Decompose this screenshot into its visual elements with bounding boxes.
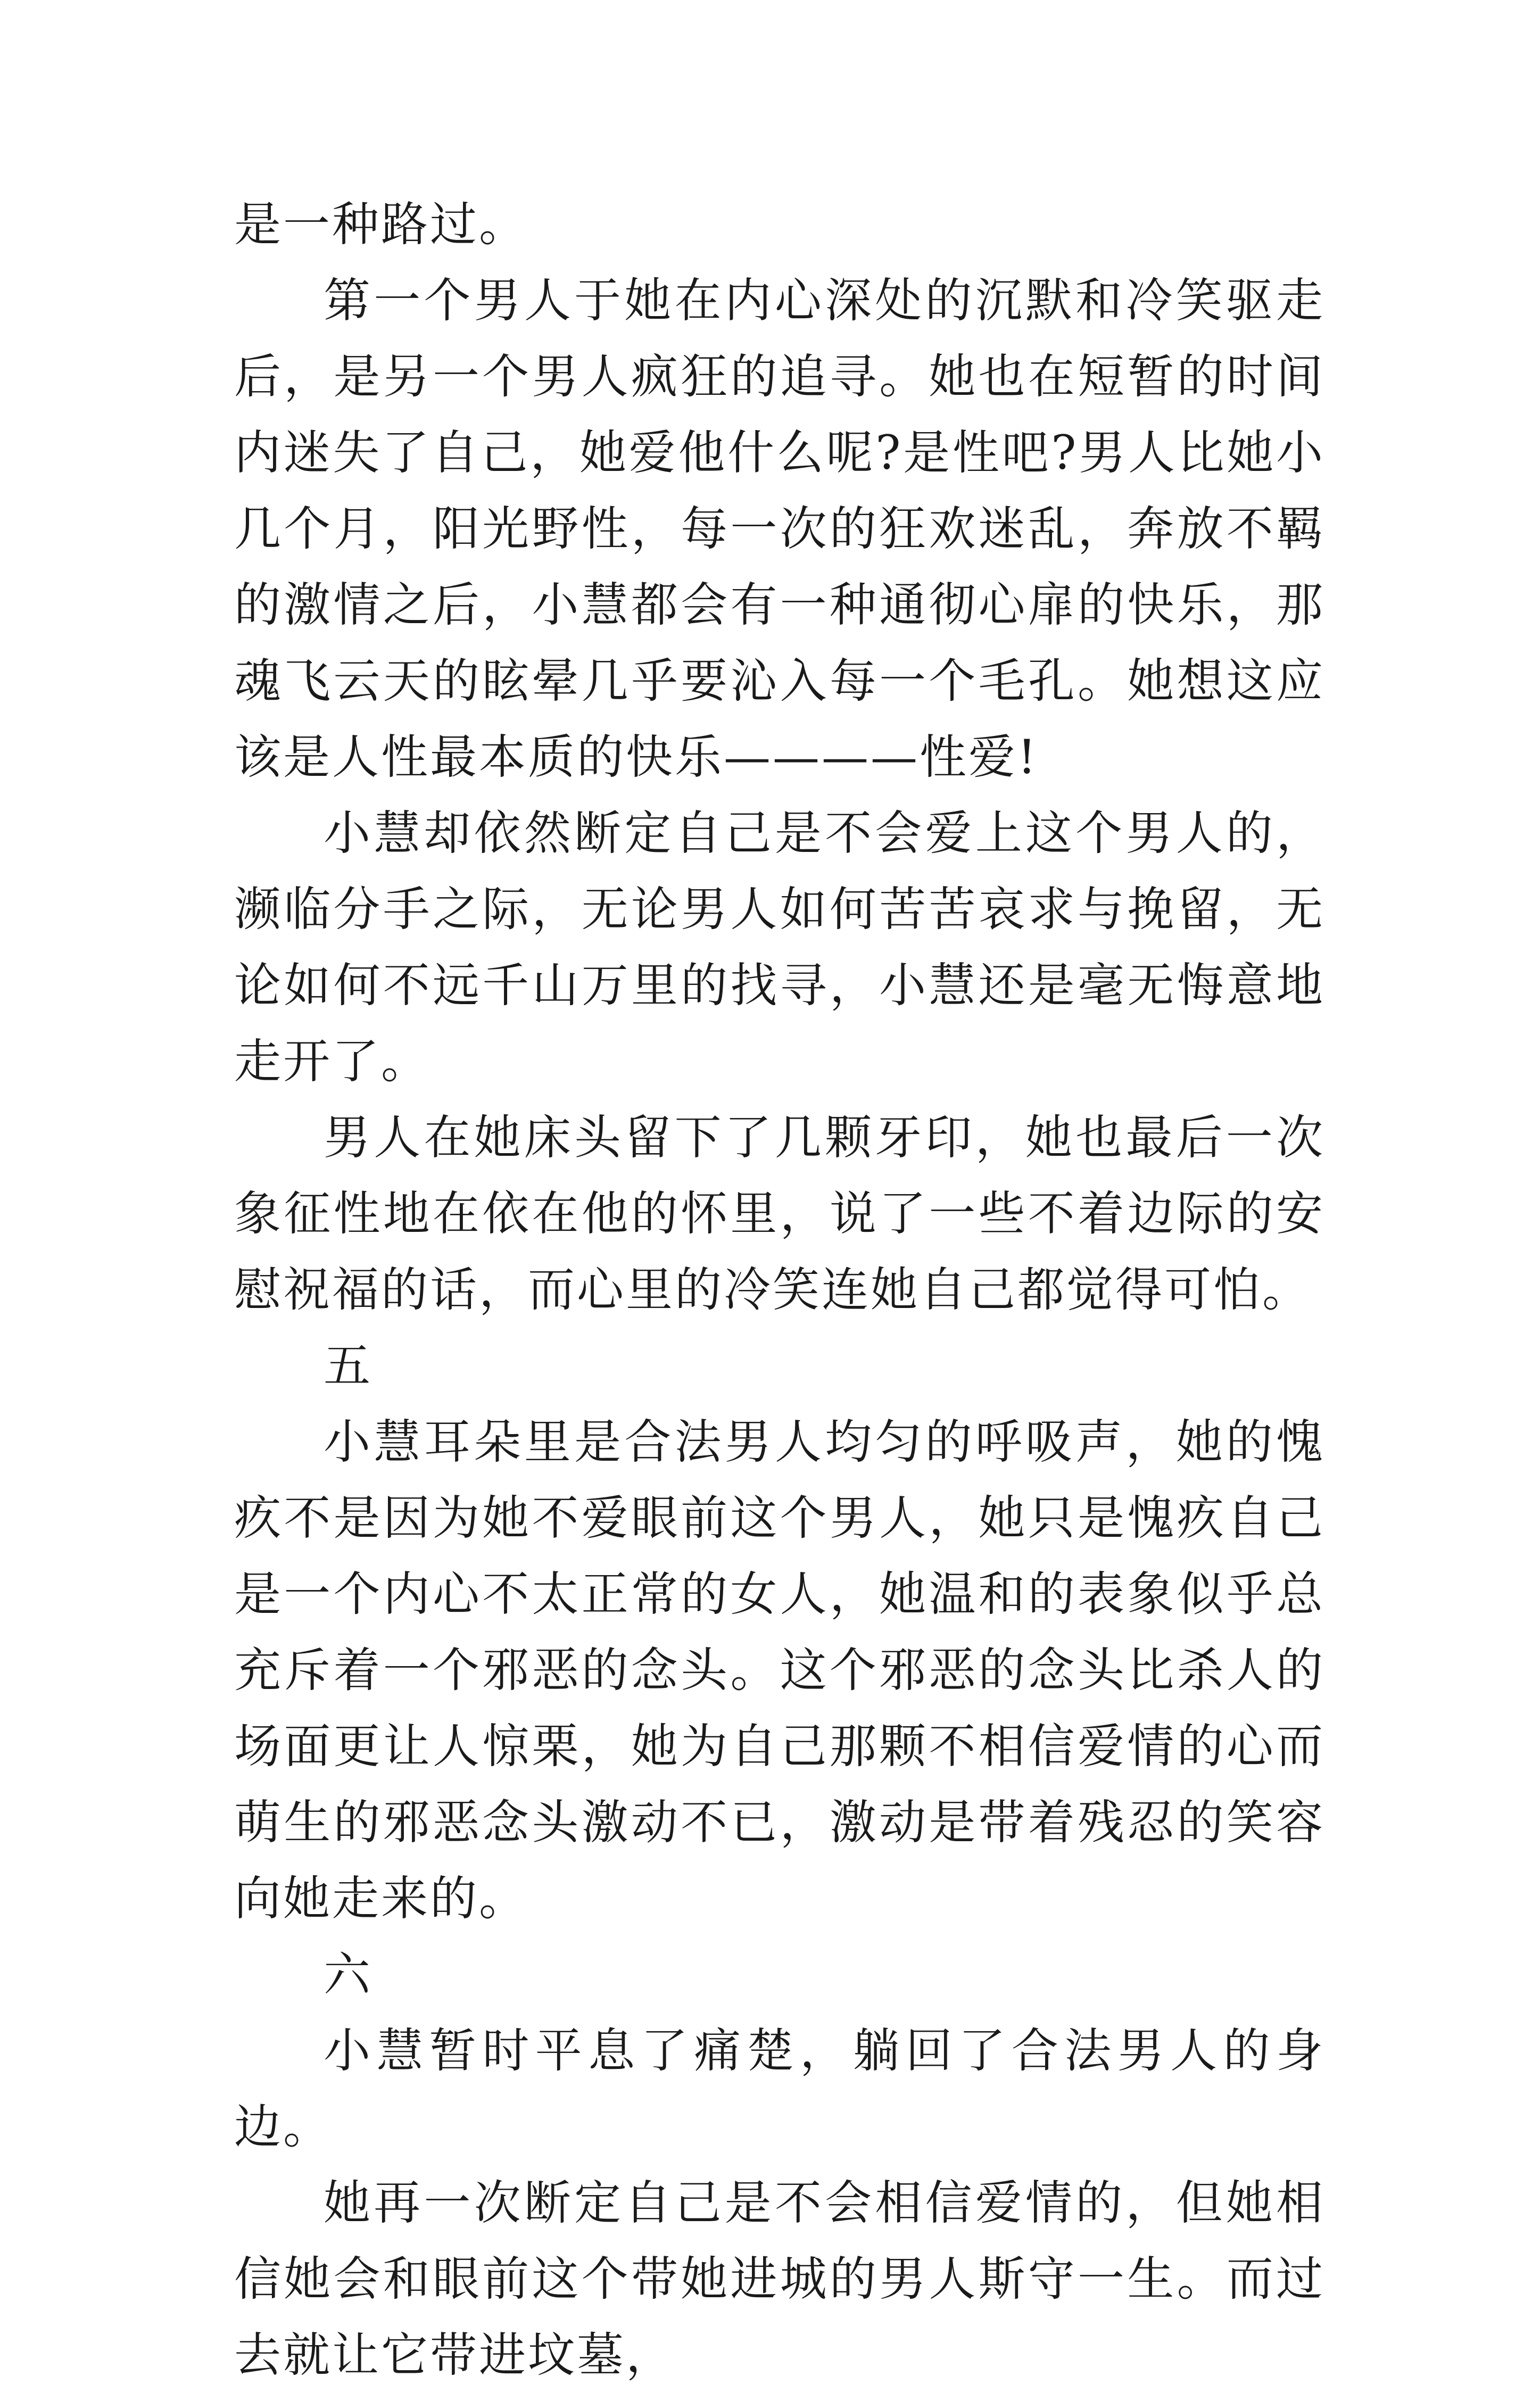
section-heading-five: 五 <box>324 1338 373 1393</box>
paragraph: 小慧却依然断定自己是不会爱上这个男人的，濒临分手之际，无论男人如何苦苦哀求与挽留，无论如何不远千山万里的找寻，小慧还是毫无悔意地走开了。 <box>234 806 1325 1089</box>
paragraph-continuation: 是一种路过。 <box>234 197 528 252</box>
paragraph: 小慧暂时平息了痛楚，躺回了合法男人的身边。 <box>234 2023 1325 2154</box>
section-heading-six: 六 <box>324 1947 373 2002</box>
paragraph: 第一个男人于她在内心深处的沉默和冷笑驱走后，是另一个男人疯狂的追寻。她也在短暂的时间内迷失了自己，她爱他什么呢?是性吧?男人比她小几个月，阳光野性，每一次的狂欢迷乱，奔放不羁的激情之后，小慧都会有一种通彻心扉的快乐，那魂飞云天的眩晕几乎要沁入每一个毛孔。她想这应该是人性最本质的快乐————性爱! <box>234 273 1325 784</box>
paragraph: 男人在她床头留下了几颗牙印，她也最后一次象征性地在依在他的怀里，说了一些不着边际的安慰祝福的话，而心里的冷笑连她自己都觉得可怕。 <box>234 1110 1325 1317</box>
body-text <box>234 186 1325 2393</box>
paragraph: 小慧耳朵里是合法男人均匀的呼吸声，她的愧疚不是因为她不爱眼前这个男人，她只是愧疚自己是一个内心不太正常的女人，她温和的表象似乎总充斥着一个邪恶的念头。这个邪恶的念头比杀人的场面更让人惊栗，她为自己那颗不相信爱情的心而萌生的邪恶念头激动不已，激动是带着残忍的笑容向她走来的。 <box>234 1414 1325 1926</box>
paragraph: 她再一次断定自己是不会相信爱情的，但她相信她会和眼前这个带她进城的男人斯守一生。而过去就让它带进坟墓， <box>234 2175 1325 2382</box>
